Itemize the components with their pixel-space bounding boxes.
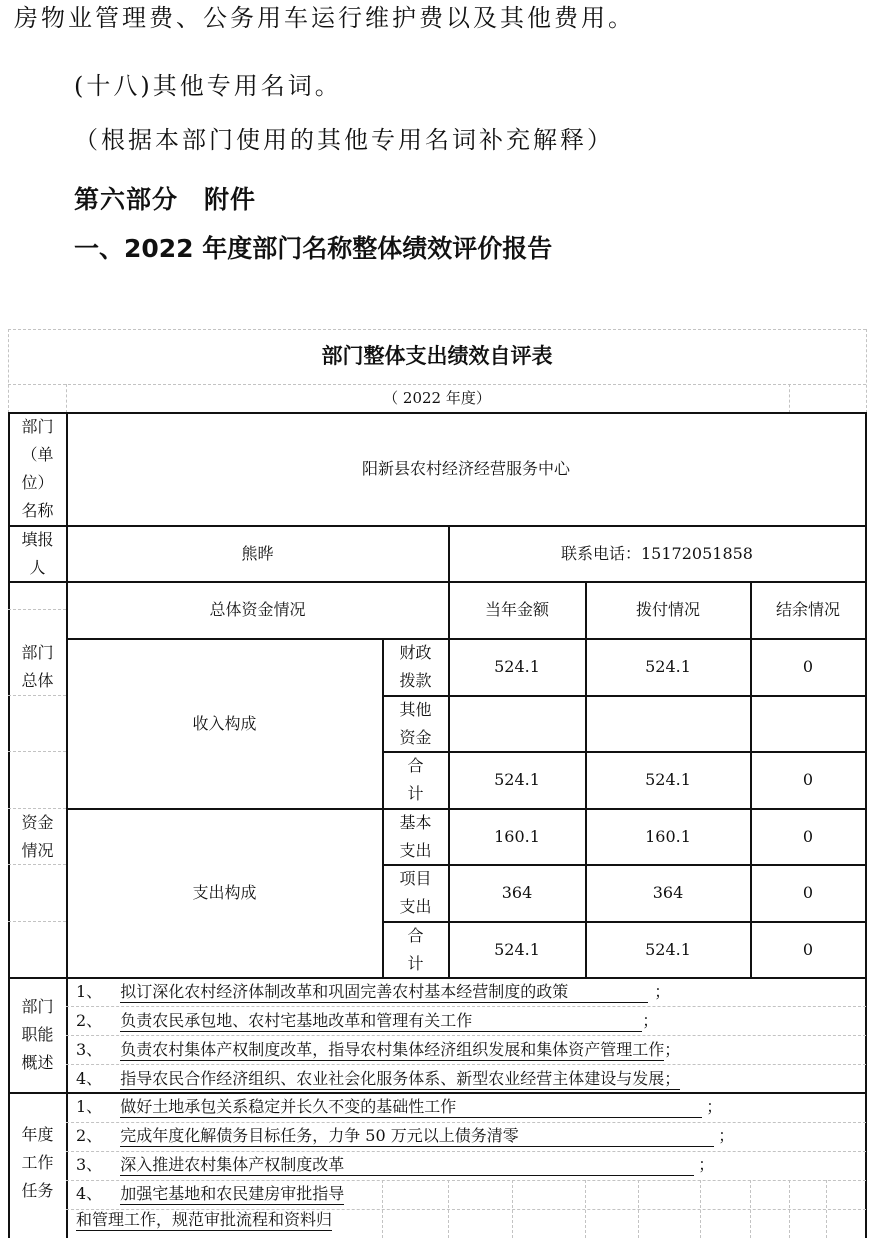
grid-line [66,1035,866,1036]
task-number: 1、 [76,1097,103,1116]
duty-end: ； [654,982,671,1001]
task-end: ； [698,1155,715,1174]
task-item [76,1097,722,1118]
grid-line [448,1180,449,1238]
duty-number: 3、 [76,1040,103,1059]
grid-line [382,1180,383,1238]
duty-number: 4、 [76,1069,103,1088]
row-label: 合 计 [407,756,424,803]
duty-number: 2、 [76,1011,103,1030]
dept-label: 部门 （单 位） 名称 [21,417,54,520]
task-item [76,1126,734,1147]
row-allocated: 160.1 [645,826,691,846]
row-label: 财政 拨款 [399,643,432,690]
grid-line [8,1092,866,1094]
grid-line [866,329,867,413]
task-number: 3、 [76,1155,103,1174]
row-label: 其他 资金 [399,699,432,747]
task-text: 加强宅基地和农民建房审批指导 [120,1184,345,1203]
grid-line [512,1180,513,1238]
duty-text: 指导农民合作经济组织、农业社会化服务体系、新型农业经营主体建设与发展； [120,1069,681,1088]
col-balance: 结余情况 [775,600,840,619]
duty-item [76,1011,658,1032]
grid-line [826,1180,827,1238]
task-item-continued [76,1210,332,1231]
task-label: 年度 工作 任务 [21,1125,54,1200]
row-amount: 364 [501,883,533,902]
duty-item [76,982,670,1003]
duty-text: 负责农村集体产权制度改革，指导农村集体经济组织发展和集体资产管理工作 [120,1040,665,1059]
row-balance: 0 [802,826,814,846]
grid-line [789,1180,790,1238]
duty-end: ； [664,1040,681,1059]
grid-line [66,1180,866,1181]
grid-line [8,695,66,696]
row-allocated: 364 [652,883,684,902]
income-label: 收入构成 [192,713,257,733]
duty-text: 拟订深化农村经济体制改革和巩固完善农村基本经营制度的政策 [120,982,648,1003]
grid-line [8,977,866,979]
side-label-funds: 资金 情况 [21,812,54,860]
expense-label: 支出构成 [192,883,257,902]
dept-name: 阳新县农村经济经营服务中心 [361,459,570,478]
col-allocated: 拨付情况 [635,600,700,619]
task-number: 2、 [76,1126,103,1145]
row-amount: 160.1 [494,826,540,846]
row-label: 项目 支出 [399,869,432,916]
row-allocated: 524.1 [645,770,691,789]
form-year: （ 2022 年度） [383,389,491,407]
duty-label: 部门 职能 概述 [21,997,54,1072]
funds-header: 总体资金情况 [209,600,306,619]
col-amount: 当年金额 [484,600,549,619]
row-balance: 0 [802,770,814,789]
grid-line [700,1180,701,1238]
grid-line [865,412,867,1238]
grid-line [8,329,866,330]
filler-name: 熊晔 [241,543,274,563]
duty-item [76,1040,680,1061]
row-balance: 0 [802,939,814,959]
task-item [76,1155,714,1176]
supplement-note: （根据本部门使用的其他专用名词补充解释） [74,126,614,154]
row-balance [751,696,865,751]
task-text: 和管理工作，规范审批流程和资料归 [76,1210,333,1229]
row-amount [449,696,585,751]
section-item-18: (十八)其他专用名词。 [74,72,342,100]
grid-line [638,1180,639,1238]
task-text: 做好土地承包关系稳定并长久不变的基础性工作 [120,1097,702,1118]
filler-label: 填报 人 [21,529,54,577]
duty-number: 1、 [76,982,103,1001]
grid-line [8,921,66,922]
task-number: 4、 [76,1184,103,1203]
task-text: 深入推进农村集体产权制度改革 [120,1155,694,1176]
row-balance: 0 [802,657,814,676]
grid-line [66,1122,866,1123]
row-label: 合 计 [407,925,424,973]
duty-text: 负责农民承包地、农村宅基地改革和管理有关工作 [120,1011,642,1032]
grid-line [585,1180,586,1238]
report-heading: 一、2022 年度部门名称整体绩效评价报告 [74,234,553,263]
grid-line [8,751,66,752]
contact-phone: 联系电话：15172051858 [561,543,753,563]
grid-line [66,1151,866,1152]
grid-line [8,609,66,610]
grid-line [8,384,866,385]
side-label-overall: 部门 总体 [21,643,54,690]
row-allocated [586,696,750,751]
row-label: 基本 支出 [399,812,432,860]
row-allocated: 524.1 [645,657,691,676]
duty-end: ； [642,1011,659,1030]
form-title: 部门整体支出绩效自评表 [321,344,553,368]
row-amount: 524.1 [494,770,540,789]
grid-line [66,1006,866,1007]
task-end: ； [706,1097,723,1116]
row-amount: 524.1 [494,939,540,959]
duty-item [76,1069,680,1090]
grid-line [750,1180,751,1238]
row-balance: 0 [802,883,814,902]
row-amount: 524.1 [494,657,540,676]
row-allocated: 524.1 [645,939,691,959]
grid-line [66,1064,866,1065]
task-text: 完成年度化解债务目标任务，力争 50 万元以上债务清零 [120,1126,714,1147]
task-end: ； [718,1126,735,1145]
part-six-heading: 第六部分 附件 [74,185,257,214]
paragraph-text: 房物业管理费、公务用车运行维护费以及其他费用。 [14,4,635,32]
task-item [76,1184,344,1205]
